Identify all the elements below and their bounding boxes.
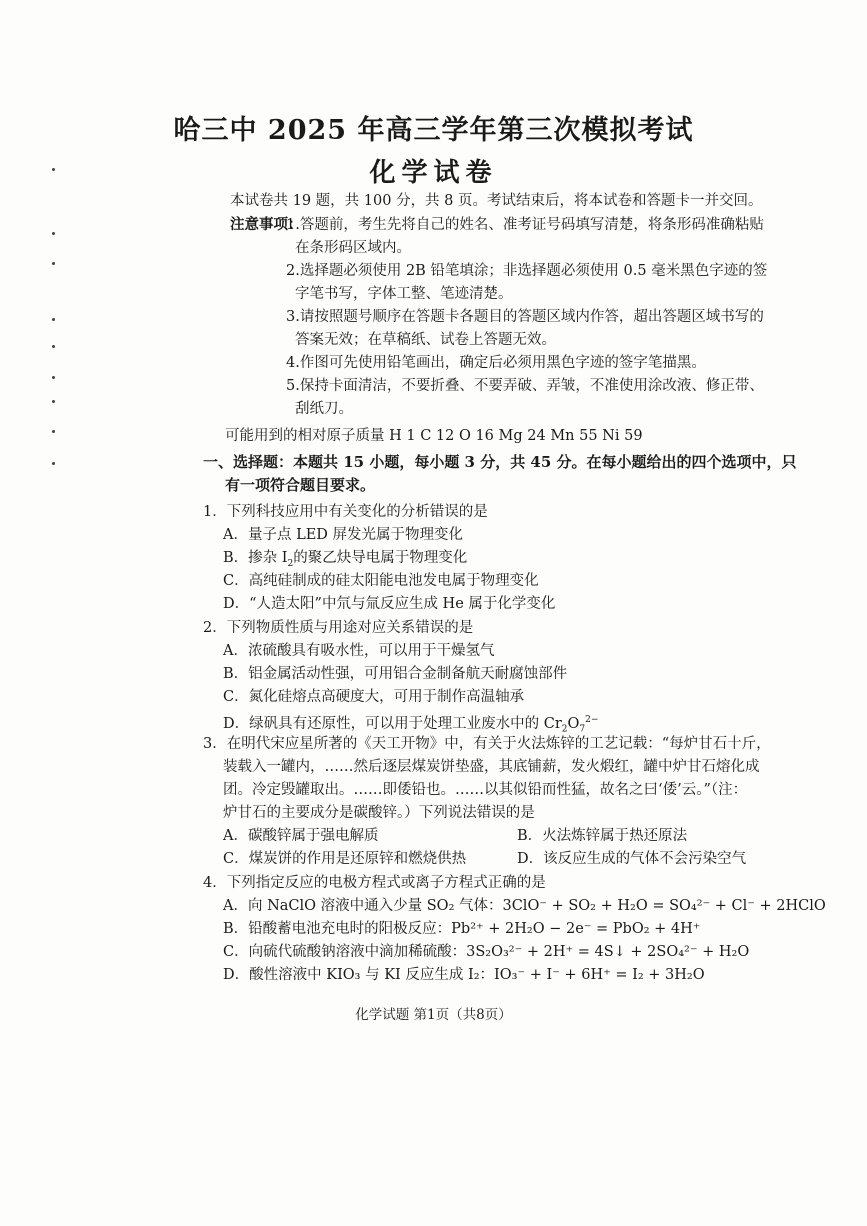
margin-dot bbox=[52, 318, 55, 321]
intro-text: 本试卷共 19 题，共 100 分，共 8 页。考试结束后，将本试卷和答题卡一并交回。 bbox=[230, 193, 763, 209]
page-footer: 化学试题 第1页（共8页） bbox=[355, 1007, 512, 1023]
note-line: 3.请按照题号顺序在答题卡各题目的答题区域内作答，超出答题区域书写的 bbox=[286, 309, 764, 325]
note-line: 2.选择题必须使用 2B 铅笔填涂；非选择题必须使用 0.5 毫米黑色字迹的签 bbox=[286, 263, 768, 279]
notes-label: 注意事项： bbox=[230, 216, 303, 233]
q1-option-b: B．掺杂 $I_2$的聚乙炔导电属于物理变化 bbox=[223, 550, 468, 569]
q4-option-c: C．向硫代硫酸钠溶液中滴加稀硫酸：3S₂O₃²⁻ + 2H⁺ = 4S↓ + 2SO₄²⁻ + H₂O bbox=[223, 944, 750, 960]
q4-option-b: B．铅酸蓄电池充电时的阳极反应：Pb²⁺ + 2H₂O − 2e⁻ = PbO₂ + 4H⁺ bbox=[223, 921, 701, 937]
section-heading: 一、选择题：本题共 15 小题，每小题 3 分，共 45 分。在每小题给出的四个选项中，只 bbox=[203, 453, 797, 471]
q3-option-b: B．火法炼锌属于热还原法 bbox=[517, 828, 688, 844]
margin-dot bbox=[52, 462, 55, 465]
exam-title: 哈三中 2025 年高三学年第三次模拟考试 bbox=[173, 115, 694, 146]
q1-option-d: D．“人造太阳”中氘与氚反应生成 He 属于化学变化 bbox=[223, 596, 556, 612]
q2-option-c: C．氮化硅熔点高硬度大，可用于制作高温轴承 bbox=[223, 689, 525, 705]
margin-dot bbox=[52, 400, 55, 403]
q3-stem: 3．在明代宋应星所著的《天工开物》中，有关于火法炼锌的工艺记载：“每炉甘石十斤， bbox=[203, 736, 771, 752]
q3-option-a: A．碳酸锌属于强电解质 bbox=[223, 828, 379, 844]
q4-option-d: D．酸性溶液中 KIO₃ 与 KI 反应生成 I₂：IO₃⁻ + I⁻ + 6H⁺ = I₂ + 3H₂O bbox=[223, 967, 705, 983]
q2-option-a: A．浓硫酸具有吸水性，可以用于干燥氢气 bbox=[223, 643, 495, 659]
note-line: 1.答题前，考生先将自己的姓名、准考证号码填写清楚，将条形码准确粘贴 bbox=[286, 217, 764, 233]
q3-option-c: C．煤炭饼的作用是还原锌和燃烧供热 bbox=[223, 851, 467, 867]
q3-stem-cont: 团。冷定毁罐取出。……即倭铅也。……以其似铅而性猛，故名之曰‘倭’云。”（注： bbox=[223, 782, 748, 798]
note-line: 刮纸刀。 bbox=[295, 401, 353, 417]
note-line: 字笔书写，字体工整、笔迹清楚。 bbox=[295, 286, 513, 302]
margin-dot bbox=[52, 376, 55, 379]
margin-dot bbox=[52, 345, 55, 348]
q1-option-c: C．高纯硅制成的硅太阳能电池发电属于物理变化 bbox=[223, 573, 539, 589]
q2-option-b: B．铝金属活动性强，可用铝合金制备航天耐腐蚀部件 bbox=[223, 666, 568, 682]
q1-option-a: A．量子点 LED 屏发光属于物理变化 bbox=[223, 527, 464, 543]
note-line: 4.作图可先使用铅笔画出，确定后必须用黑色字迹的签字笔描黑。 bbox=[286, 355, 706, 371]
note-line: 5.保持卡面清洁，不要折叠、不要弄破、弄皱，不准使用涂改液、修正带、 bbox=[286, 378, 764, 394]
margin-dot bbox=[52, 430, 55, 433]
q3-stem-cont: 装载入一罐内，……然后逐层煤炭饼垫盛，其底铺薪，发火煅红，罐中炉甘石熔化成 bbox=[223, 759, 760, 775]
exam-subtitle: 化学试卷 bbox=[369, 158, 498, 188]
q1-stem: 1．下列科技应用中有关变化的分析错误的是 bbox=[203, 504, 488, 520]
q4-stem: 4．下列指定反应的电极方程式或离子方程式正确的是 bbox=[203, 875, 546, 891]
q4-option-a: A．向 NaClO 溶液中通入少量 SO₂ 气体：3ClO⁻ + SO₂ + H₂O = SO₄²⁻ + Cl⁻ + 2HClO bbox=[223, 898, 826, 914]
note-line: 在条形码区域内。 bbox=[295, 240, 411, 256]
q2-option-d: D．绿矾具有还原性，可以用于处理工业废水中的 $Cr_2O_7^{2-}$ bbox=[223, 715, 599, 735]
q3-option-d: D．该反应生成的气体不会污染空气 bbox=[517, 851, 747, 867]
q3-stem-cont: 炉甘石的主要成分是碳酸锌。）下列说法错误的是 bbox=[223, 805, 535, 821]
margin-dot bbox=[52, 262, 55, 265]
section-heading-cont: 有一项符合题目要求。 bbox=[225, 476, 376, 494]
q2-stem: 2．下列物质性质与用途对应关系错误的是 bbox=[203, 620, 474, 636]
note-line: 答案无效；在草稿纸、试卷上答题无效。 bbox=[295, 332, 556, 348]
margin-dot bbox=[52, 232, 55, 235]
atomic-mass-line: 可能用到的相对原子质量 H 1 C 12 O 16 Mg 24 Mn 55 Ni 59 bbox=[225, 428, 643, 444]
